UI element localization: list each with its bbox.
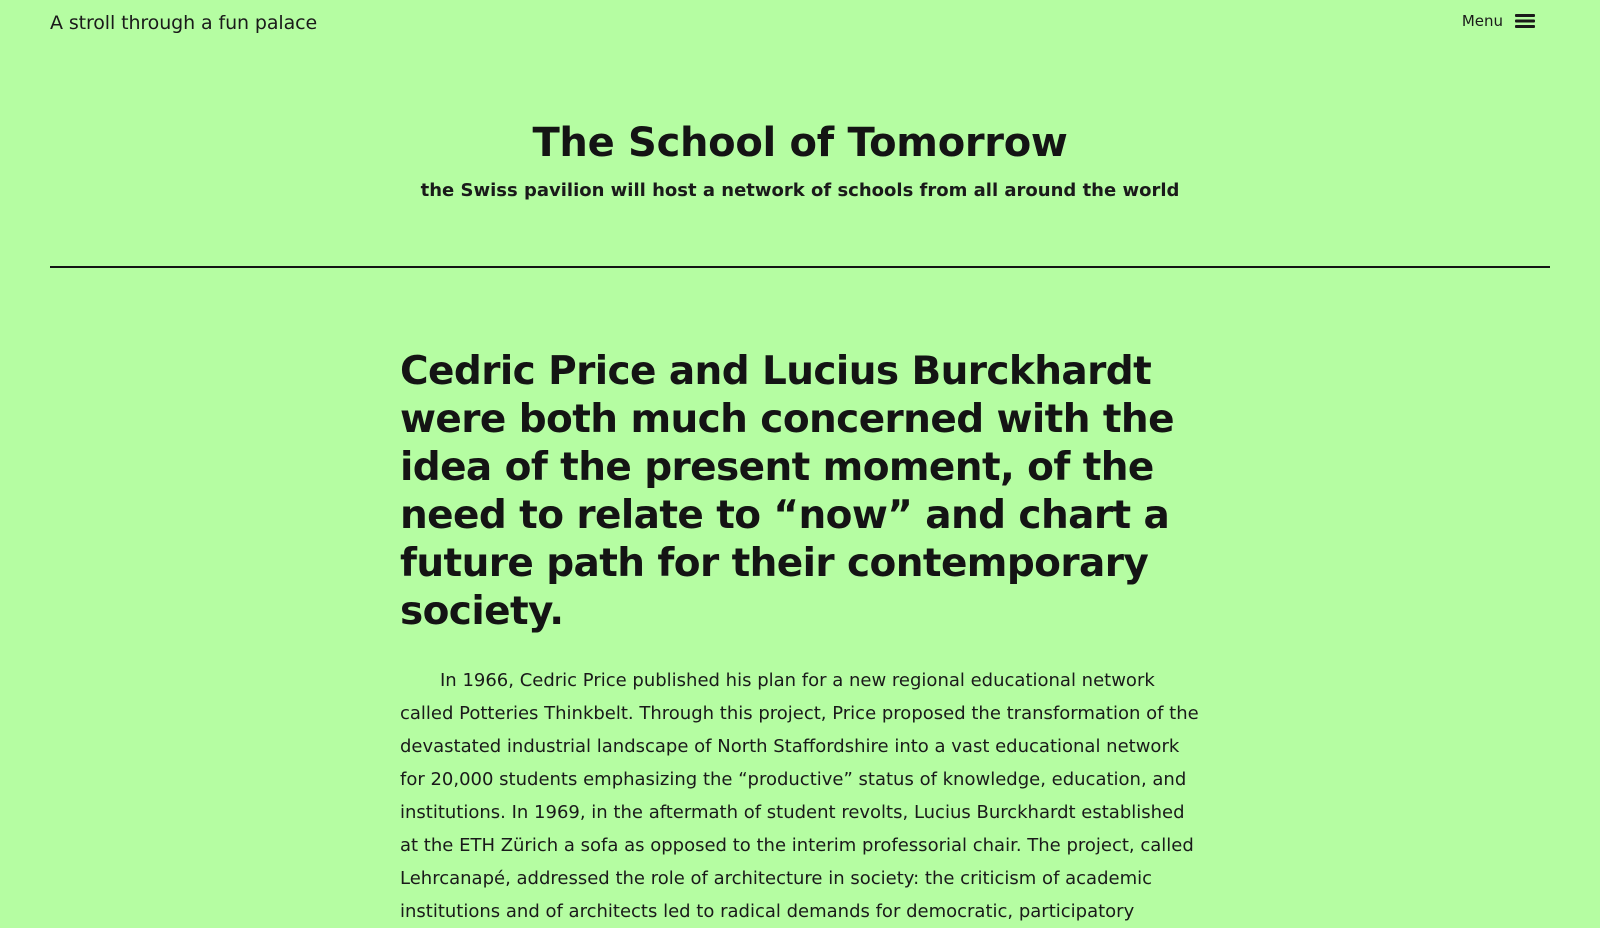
page-title: The School of Tomorrow [532, 120, 1068, 166]
top-bar [0, 0, 1600, 50]
menu-button[interactable] [1462, 12, 1535, 30]
page-subtitle: the Swiss pavilion will host a network of schools from all around the world [420, 180, 1180, 201]
article-content [400, 348, 1205, 928]
article-body: In 1966, Cedric Price published his plan for a new regional educational network called Potteries Thinkbelt. Through this project, Price proposed the transformation of the devastated industrial landscape of North Staffordshire into a vast educational network for 20,000 students emphasizing the “productive” status of knowledge, education, and institutions. In 1969, in the aftermath of student revolts, Lucius Burckhardt established at the ETH Zürich a sofa as opposed to the interim professorial chair. The project, called Lehrcanapé, addressed the role of architecture in society: the criticism of academic institutions and of architects led to radical demands for democratic, participatory [400, 670, 1199, 922]
menu-label: Menu [1461, 12, 1503, 30]
hamburger-menu-icon [1515, 12, 1535, 30]
article-lead: Cedric Price and Lucius Burckhardt were both much concerned with the idea of the present moment, of the need to relate to “now” and chart a future path for their contemporary society. [400, 349, 1174, 634]
page-hero [0, 120, 1600, 201]
site-title-link[interactable]: A stroll through a fun palace [50, 12, 318, 34]
header-divider [50, 266, 1550, 268]
